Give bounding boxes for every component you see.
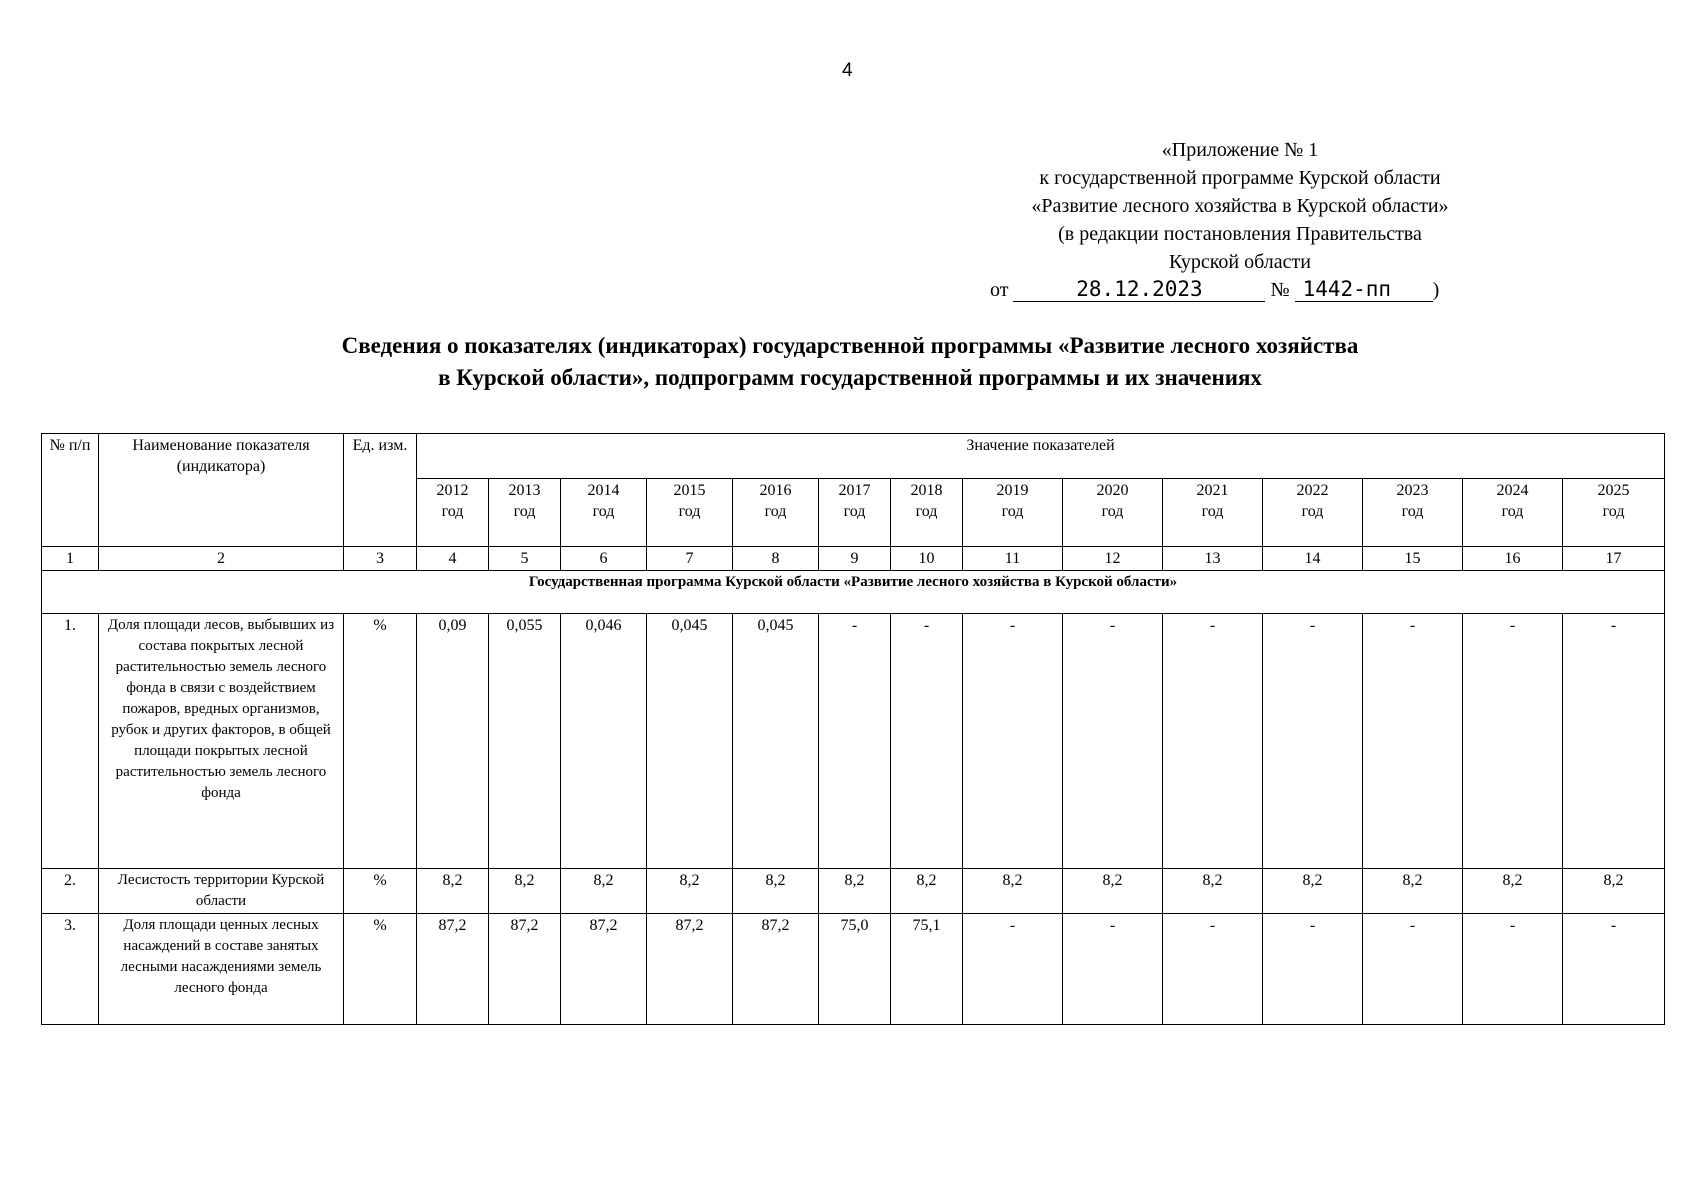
year-suffix: год: [1101, 502, 1124, 520]
indicator-value: -: [1263, 614, 1363, 869]
table-row: [42, 869, 1665, 914]
indicator-value: 8,2: [1563, 869, 1665, 914]
column-number: 4: [417, 547, 489, 571]
column-number: 7: [647, 547, 733, 571]
year-suffix: год: [592, 502, 615, 520]
year-value: 2018: [910, 481, 943, 499]
number-label: №: [1270, 279, 1290, 301]
indicator-value: 87,2: [561, 914, 647, 1025]
column-number: 11: [963, 547, 1063, 571]
year-header: [417, 478, 489, 546]
indicator-value: -: [1163, 614, 1263, 869]
indicator-value: 8,2: [561, 869, 647, 914]
year-suffix: год: [764, 502, 787, 520]
section-title: Государственная программа Курской области «Развитие лесного хозяйства в Курской области»: [42, 571, 1665, 614]
column-number: 5: [489, 547, 561, 571]
title-line-1: Сведения о показателях (индикаторах) государственной программы «Развитие лесного хозяйства: [341, 333, 1359, 358]
column-numbers-row: [42, 547, 1665, 571]
from-label: от: [990, 279, 1009, 301]
year-header: [1463, 478, 1563, 546]
column-number: 6: [561, 547, 647, 571]
indicator-value: -: [1063, 914, 1163, 1025]
appendix-line: «Приложение № 1: [1161, 139, 1319, 161]
year-value: 2024: [1496, 481, 1529, 499]
indicator-value: -: [1563, 914, 1665, 1025]
indicator-value: 0,046: [561, 614, 647, 869]
year-header: [1563, 478, 1665, 546]
column-number: 9: [819, 547, 891, 571]
year-header: [1263, 478, 1363, 546]
appendix-line: (в редакции постановления Правительства: [1058, 223, 1422, 245]
indicator-value: 0,055: [489, 614, 561, 869]
column-number: 13: [1163, 547, 1263, 571]
indicator-value: -: [819, 614, 891, 869]
appendix-line: «Развитие лесного хозяйства в Курской области»: [1031, 195, 1449, 217]
year-suffix: год: [1602, 502, 1625, 520]
indicator-value: 8,2: [819, 869, 891, 914]
resolution-number: 1442-пп: [1295, 277, 1433, 302]
year-value: 2025: [1597, 481, 1630, 499]
header-values: Значение показателей: [417, 434, 1665, 479]
column-number: 14: [1263, 547, 1363, 571]
resolution-reference: [970, 276, 1510, 304]
year-value: 2016: [759, 481, 792, 499]
indicator-value: 0,045: [733, 614, 819, 869]
indicator-value: 75,0: [819, 914, 891, 1025]
indicator-value: -: [963, 614, 1063, 869]
indicator-name: Доля площади ценных лесных насаждений в составе занятых лесными насаждениями земель лесного фонда: [99, 914, 344, 1025]
year-value: 2013: [508, 481, 541, 499]
year-value: 2015: [673, 481, 706, 499]
indicator-unit: %: [344, 614, 417, 869]
year-header: [647, 478, 733, 546]
indicator-value: 8,2: [1363, 869, 1463, 914]
year-value: 2012: [436, 481, 469, 499]
page-number: 4: [842, 60, 853, 81]
year-suffix: год: [1401, 502, 1424, 520]
indicator-value: 8,2: [1163, 869, 1263, 914]
indicator-value: 8,2: [1063, 869, 1163, 914]
column-number: 17: [1563, 547, 1665, 571]
year-header: [561, 478, 647, 546]
year-suffix: год: [513, 502, 536, 520]
year-header: [1063, 478, 1163, 546]
indicator-name: Лесистость территории Курской области: [99, 869, 344, 914]
column-number: 3: [344, 547, 417, 571]
indicators-table: [41, 433, 1665, 1025]
row-number: 3.: [42, 914, 99, 1025]
year-suffix: год: [1301, 502, 1324, 520]
document-title: [160, 330, 1540, 394]
year-header: [819, 478, 891, 546]
indicator-value: 75,1: [891, 914, 963, 1025]
year-header: [891, 478, 963, 546]
year-header: [1363, 478, 1463, 546]
year-value: 2023: [1396, 481, 1429, 499]
indicator-value: 8,2: [647, 869, 733, 914]
year-value: 2014: [587, 481, 620, 499]
indicator-value: -: [1463, 914, 1563, 1025]
column-number: 8: [733, 547, 819, 571]
indicator-unit: %: [344, 869, 417, 914]
header-unit: Ед. изм.: [344, 434, 417, 547]
row-number: 1.: [42, 614, 99, 869]
column-number: 1: [42, 547, 99, 571]
resolution-date: 28.12.2023: [1013, 277, 1265, 302]
column-number: 16: [1463, 547, 1563, 571]
year-header: [733, 478, 819, 546]
indicator-value: 0,045: [647, 614, 733, 869]
year-value: 2021: [1196, 481, 1229, 499]
year-suffix: год: [1501, 502, 1524, 520]
indicator-value: -: [1363, 614, 1463, 869]
header-row: [42, 434, 1665, 479]
table-row: [42, 614, 1665, 869]
indicator-value: 8,2: [1463, 869, 1563, 914]
title-line-2: в Курской области», подпрограмм государственной программы и их значениях: [438, 365, 1262, 390]
indicator-value: 87,2: [733, 914, 819, 1025]
year-value: 2020: [1096, 481, 1129, 499]
row-number: 2.: [42, 869, 99, 914]
appendix-line: к государственной программе Курской области: [1039, 167, 1441, 189]
indicator-value: -: [1063, 614, 1163, 869]
indicator-value: 87,2: [417, 914, 489, 1025]
column-number: 15: [1363, 547, 1463, 571]
column-number: 12: [1063, 547, 1163, 571]
appendix-line: Курской области: [1169, 251, 1311, 273]
indicator-name: Доля площади лесов, выбывших из состава покрытых лесной растительностью земель лесного фонда в связи с воздействием пожаров, вредных организмов, рубок и других факторов, в общей площади покрытых лесной растительностью земель лесного фонда: [99, 614, 344, 869]
indicator-value: -: [1263, 914, 1363, 1025]
indicator-value: -: [1463, 614, 1563, 869]
indicator-value: 0,09: [417, 614, 489, 869]
indicator-value: -: [963, 914, 1063, 1025]
year-suffix: год: [1201, 502, 1224, 520]
indicator-value: 87,2: [647, 914, 733, 1025]
indicator-value: 8,2: [733, 869, 819, 914]
indicator-unit: %: [344, 914, 417, 1025]
indicator-value: 8,2: [891, 869, 963, 914]
table-row: [42, 914, 1665, 1025]
header-name: Наименование показателя (индикатора): [99, 434, 344, 547]
closing-paren: ): [1432, 279, 1440, 301]
year-suffix: год: [915, 502, 938, 520]
column-number: 2: [99, 547, 344, 571]
section-row: [42, 571, 1665, 614]
indicator-value: -: [1563, 614, 1665, 869]
indicator-value: -: [891, 614, 963, 869]
year-suffix: год: [678, 502, 701, 520]
indicator-value: 8,2: [1263, 869, 1363, 914]
appendix-block: [970, 136, 1510, 304]
indicator-value: 8,2: [417, 869, 489, 914]
indicator-value: 8,2: [963, 869, 1063, 914]
year-value: 2022: [1296, 481, 1329, 499]
year-suffix: год: [1001, 502, 1024, 520]
column-number: 10: [891, 547, 963, 571]
indicator-value: 8,2: [489, 869, 561, 914]
year-suffix: год: [843, 502, 866, 520]
indicator-value: 87,2: [489, 914, 561, 1025]
year-header: [489, 478, 561, 546]
header-num: № п/п: [42, 434, 99, 547]
year-header: [1163, 478, 1263, 546]
year-value: 2017: [838, 481, 871, 499]
indicator-value: -: [1163, 914, 1263, 1025]
year-suffix: год: [441, 502, 464, 520]
indicator-value: -: [1363, 914, 1463, 1025]
year-value: 2019: [996, 481, 1029, 499]
year-header: [963, 478, 1063, 546]
